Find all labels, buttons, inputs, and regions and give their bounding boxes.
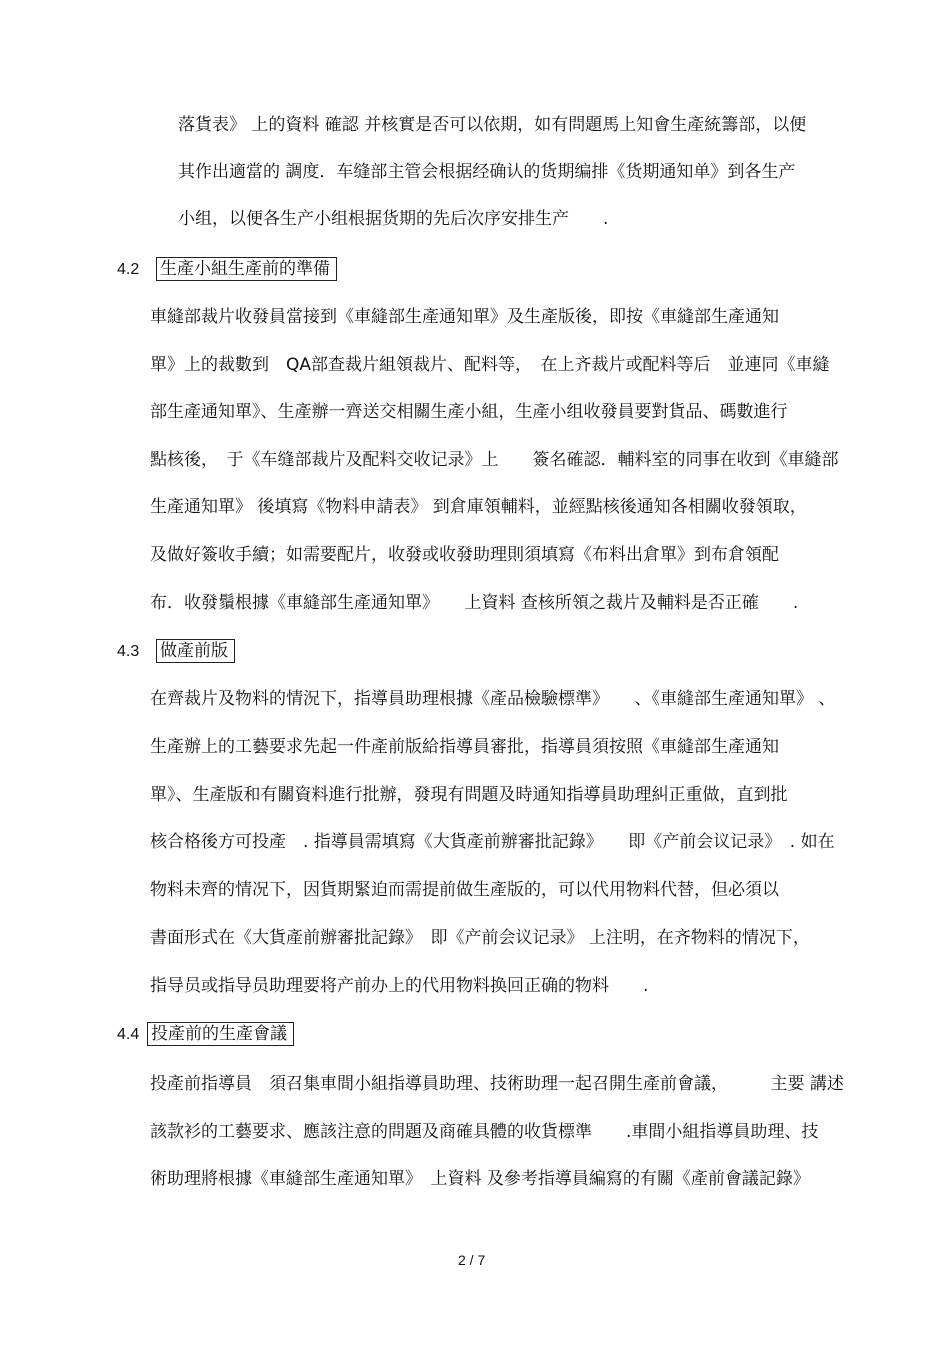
section-4-3-line-1: 在齊裁片及物料的情況下，指導員助理根據《產品檢驗標準》 、《車縫部生產通知單》 、 xyxy=(150,689,836,709)
section-4-3-number: 4.3 xyxy=(117,643,140,660)
section-4-2-line-7: 布．收發鬚根據《車縫部生產通知單》 上資料 查核所領之裁片及輔料是否正確 . xyxy=(150,593,799,613)
section-4-3-line-5: 物料未齊的情况下，因貨期緊迫而需提前做生產版的，可以代用物料代替，但必須以 xyxy=(150,880,779,900)
intro-line-3: 小组，以便各生产小组根据货期的先后次序安排生产 . xyxy=(178,209,609,229)
section-4-3-line-7: 指导员或指导员助理要将产前办上的代用物料换回正确的物料 . xyxy=(150,976,649,996)
section-4-2-line-4: 點核後， 于《车缝部裁片及配料交收记录》上 簽名確認．輔料室的同事在收到《車縫部 xyxy=(150,450,839,470)
section-4-4-number: 4.4 xyxy=(117,1026,140,1043)
section-4-2-title: 生產小組生產前的準備 xyxy=(156,257,337,281)
section-4-2-line-6: 及做好簽收手續；如需要配片，收發或收發助理則須填寫《布料出倉單》到布倉領配 xyxy=(150,545,779,565)
section-4-2-line-3: 部生產通知單》、生產辦一齊送交相關生產小組，生產小组收發員要對貨品、碼數進行 xyxy=(150,402,788,422)
intro-line-1: 落貨表》 上的資料 確認 并核實是否可以依期，如有問題馬上知會生產統籌部，以便 xyxy=(178,115,807,135)
section-4-3-line-6: 書面形式在《大貨產前辦審批記錄》 即《产前会议记录》 上注明，在齐物料的情况下， xyxy=(150,928,810,948)
section-4-2-number: 4.2 xyxy=(117,261,140,278)
section-4-3-line-4: 核合格後方可投產 . 指導員需填寫《大貨產前辦審批記錄》 即《产前会议记录》 . 如在 xyxy=(150,832,835,852)
page-number: 2 / 7 xyxy=(458,1252,486,1268)
section-4-2-line-1: 車縫部裁片收發員當接到《車縫部生產通知單》及生產版後，即按《車縫部生產通知 xyxy=(150,307,779,327)
section-4-2-line-2: 單》上的裁數到 QA部查裁片組領裁片、配料等， 在上齐裁片或配料等后 並連同《車縫 xyxy=(150,355,830,375)
section-4-4-line-2: 該款衫的工藝要求、應該注意的問題及商確具體的收貨標準 .車間小組指導員助理、技 xyxy=(150,1122,819,1142)
section-4-4-title: 投產前的生產會議 xyxy=(147,1022,294,1046)
section-4-4-line-1: 投產前指導員 須召集車間小組指導員助理、技術助理一起召開生產前會議， 主要 講述 xyxy=(150,1074,844,1094)
section-4-3-line-3: 單》、生產版和有關資料進行批辦，發現有問題及時通知指導員助理糾正重做，直到批 xyxy=(150,785,788,805)
section-4-3-line-2: 生產辦上的工藝要求先起一件產前版給指導員審批，指導員須按照《車縫部生產通知 xyxy=(150,737,779,757)
section-4-3-title: 做產前版 xyxy=(156,639,235,663)
section-4-4-line-3: 術助理將根據《車縫部生產通知單》 上資料 及參考指導員編寫的有關《產前會議記錄》 xyxy=(150,1169,810,1189)
section-4-2-line-5: 生產通知單》 後填寫《物料申請表》 到倉庫領輔料，並經點核後通知各相關收發領取， xyxy=(150,497,807,517)
intro-line-2: 其作出適當的 調度．车缝部主管会根据经确认的货期编排《货期通知单》到各生产 xyxy=(178,162,796,182)
